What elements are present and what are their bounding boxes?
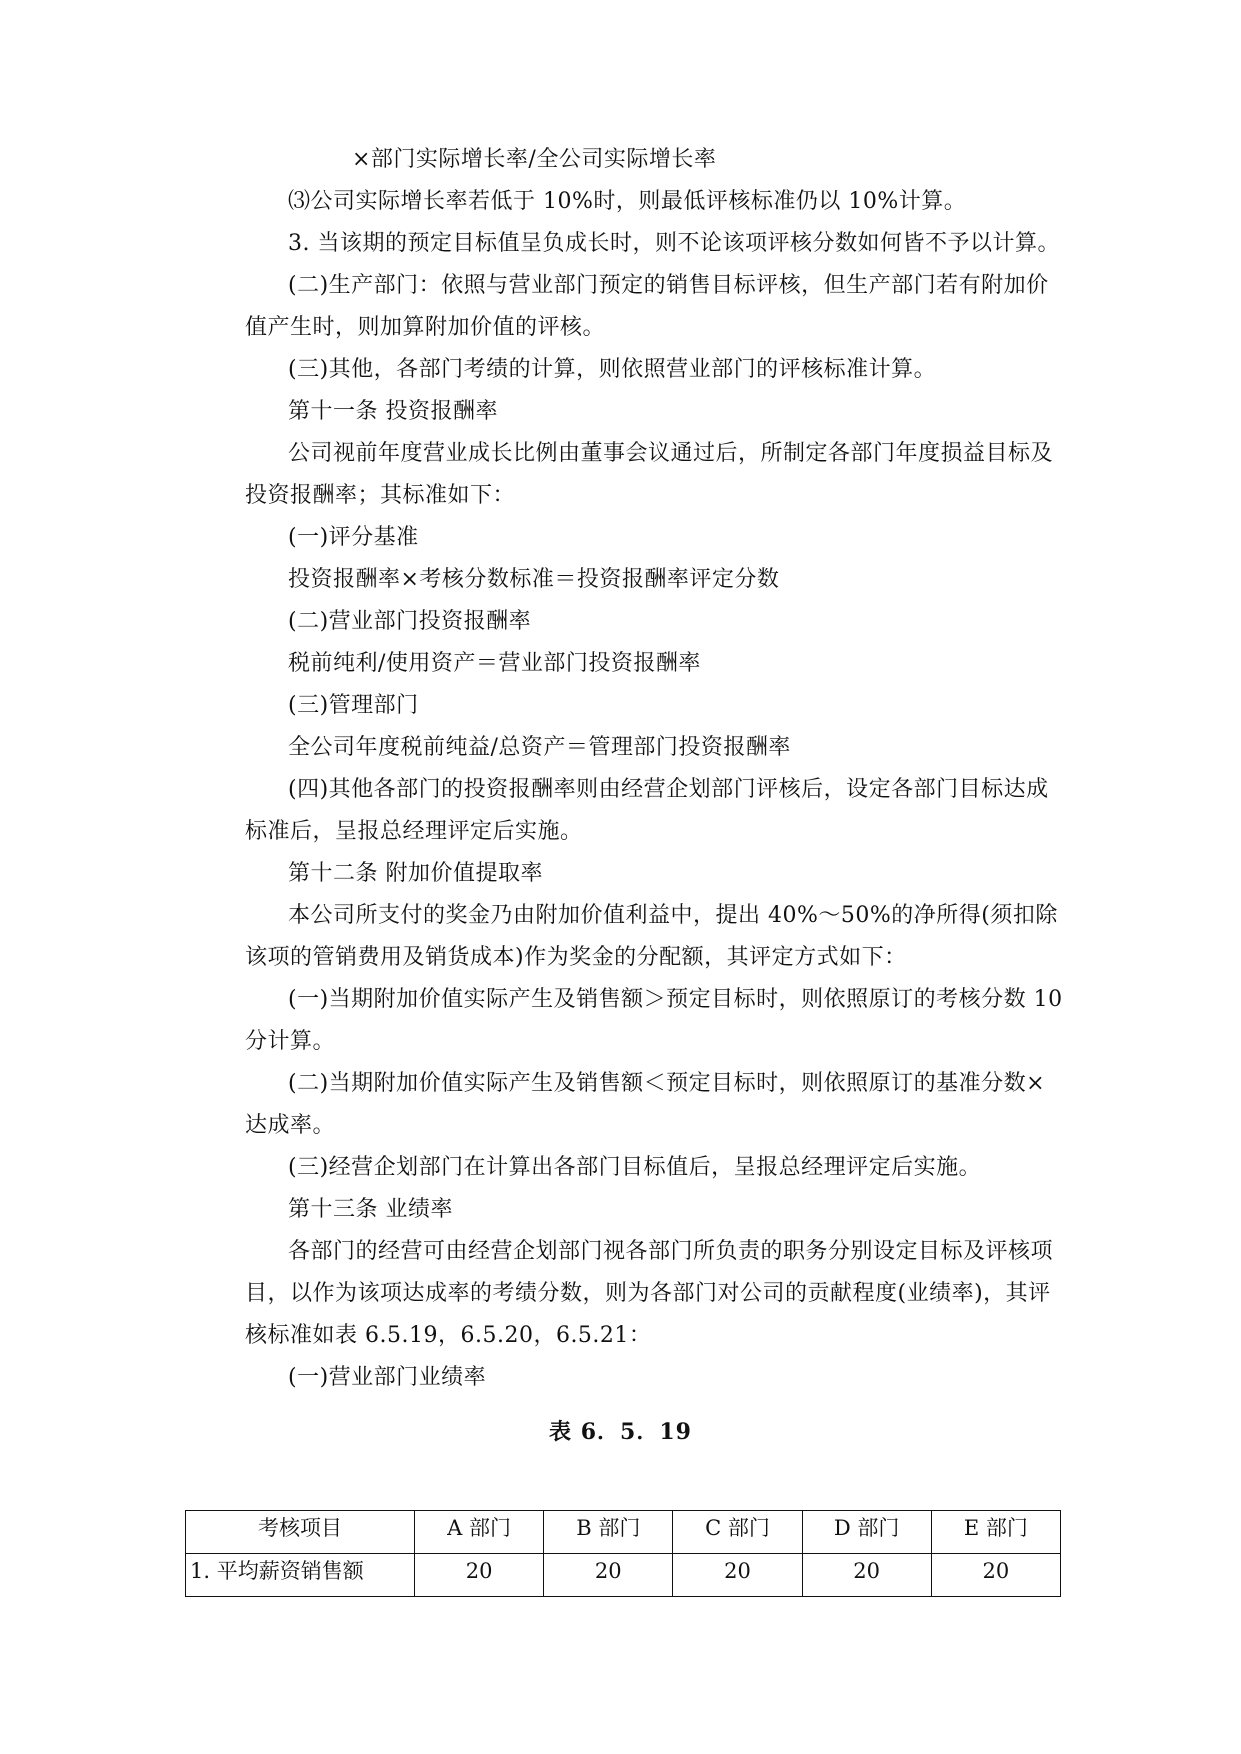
text-line: (三)管理部门 [288,693,419,718]
text-line: 投资报酬率；其标准如下： [245,483,516,508]
section-heading: 第十三条 业绩率 [288,1197,453,1222]
text-line: (一)当期附加价值实际产生及销售额＞预定目标时，则依照原订的考核分数 10 [288,987,1063,1012]
table-cell: 1. 平均薪资销售额 [186,1554,415,1597]
text-line: 标准后，呈报总经理评定后实施。 [245,819,583,844]
header-cell: D 部门 [802,1511,931,1554]
score-table [185,1510,1061,1597]
text-line: (二)当期附加价值实际产生及销售额＜预定目标时，则依照原订的基准分数× [288,1071,1046,1096]
text-line: 该项的管销费用及销货成本)作为奖金的分配额，其评定方式如下： [245,945,907,970]
text-line: 3. 当该期的预定目标值呈负成长时，则不论该项评核分数如何皆不予以计算。 [288,231,1060,256]
text-line: ×部门实际增长率/全公司实际增长率 [352,147,717,172]
text-line: 达成率。 [245,1113,336,1138]
text-line: (一)营业部门业绩率 [288,1365,487,1390]
text-line: 目，以作为该项达成率的考绩分数，则为各部门对公司的贡献程度(业绩率)，其评 [245,1281,1051,1306]
header-cell: C 部门 [673,1511,802,1554]
text-line: (三)经营企划部门在计算出各部门目标值后，呈报总经理评定后实施。 [288,1155,982,1180]
table-cell: 20 [802,1554,931,1597]
section-heading: 第十二条 附加价值提取率 [288,861,543,886]
header-cell: A 部门 [415,1511,544,1554]
text-line: (四)其他各部门的投资报酬率则由经营企划部门评核后，设定各部门目标达成 [288,777,1049,802]
text-line: (三)其他，各部门考绩的计算，则依照营业部门的评核标准计算。 [288,357,937,382]
text-line: 公司视前年度营业成长比例由董事会议通过后，所制定各部门年度损益目标及 [288,441,1054,466]
text-line: 全公司年度税前纯益/总资产＝管理部门投资报酬率 [288,735,791,760]
header-cell: 考核项目 [186,1511,415,1554]
text-line: 本公司所支付的奖金乃由附加价值利益中，提出 40%～50%的净所得(须扣除 [288,903,1058,928]
table-cell: 20 [415,1554,544,1597]
text-line: (二)营业部门投资报酬率 [288,609,532,634]
table-row [186,1554,1061,1597]
text-line: 各部门的经营可由经营企划部门视各部门所负责的职务分别设定目标及评核项 [288,1239,1054,1264]
text-line: (一)评分基准 [288,525,419,550]
text-line: (二)生产部门：依照与营业部门预定的销售目标评核，但生产部门若有附加价 [288,273,1049,298]
header-cell: E 部门 [931,1511,1060,1554]
text-line: 分计算。 [245,1029,336,1054]
text-line: 税前纯利/使用资产＝营业部门投资报酬率 [288,651,701,676]
table-cell: 20 [544,1554,673,1597]
text-line: ⑶公司实际增长率若低于 10%时，则最低评核标准仍以 10%计算。 [288,189,967,214]
text-line: 投资报酬率×考核分数标准＝投资报酬率评定分数 [288,567,780,592]
section-heading: 第十一条 投资报酬率 [288,399,498,424]
text-line: 核标准如表 6.5.19，6.5.20，6.5.21： [245,1323,652,1348]
table-cell: 20 [673,1554,802,1597]
table-title: 表 6．5．19 [549,1419,692,1445]
text-line: 值产生时，则加算附加价值的评核。 [245,315,606,340]
table-cell: 20 [931,1554,1060,1597]
table-header-row [186,1511,1061,1554]
header-cell: B 部门 [544,1511,673,1554]
